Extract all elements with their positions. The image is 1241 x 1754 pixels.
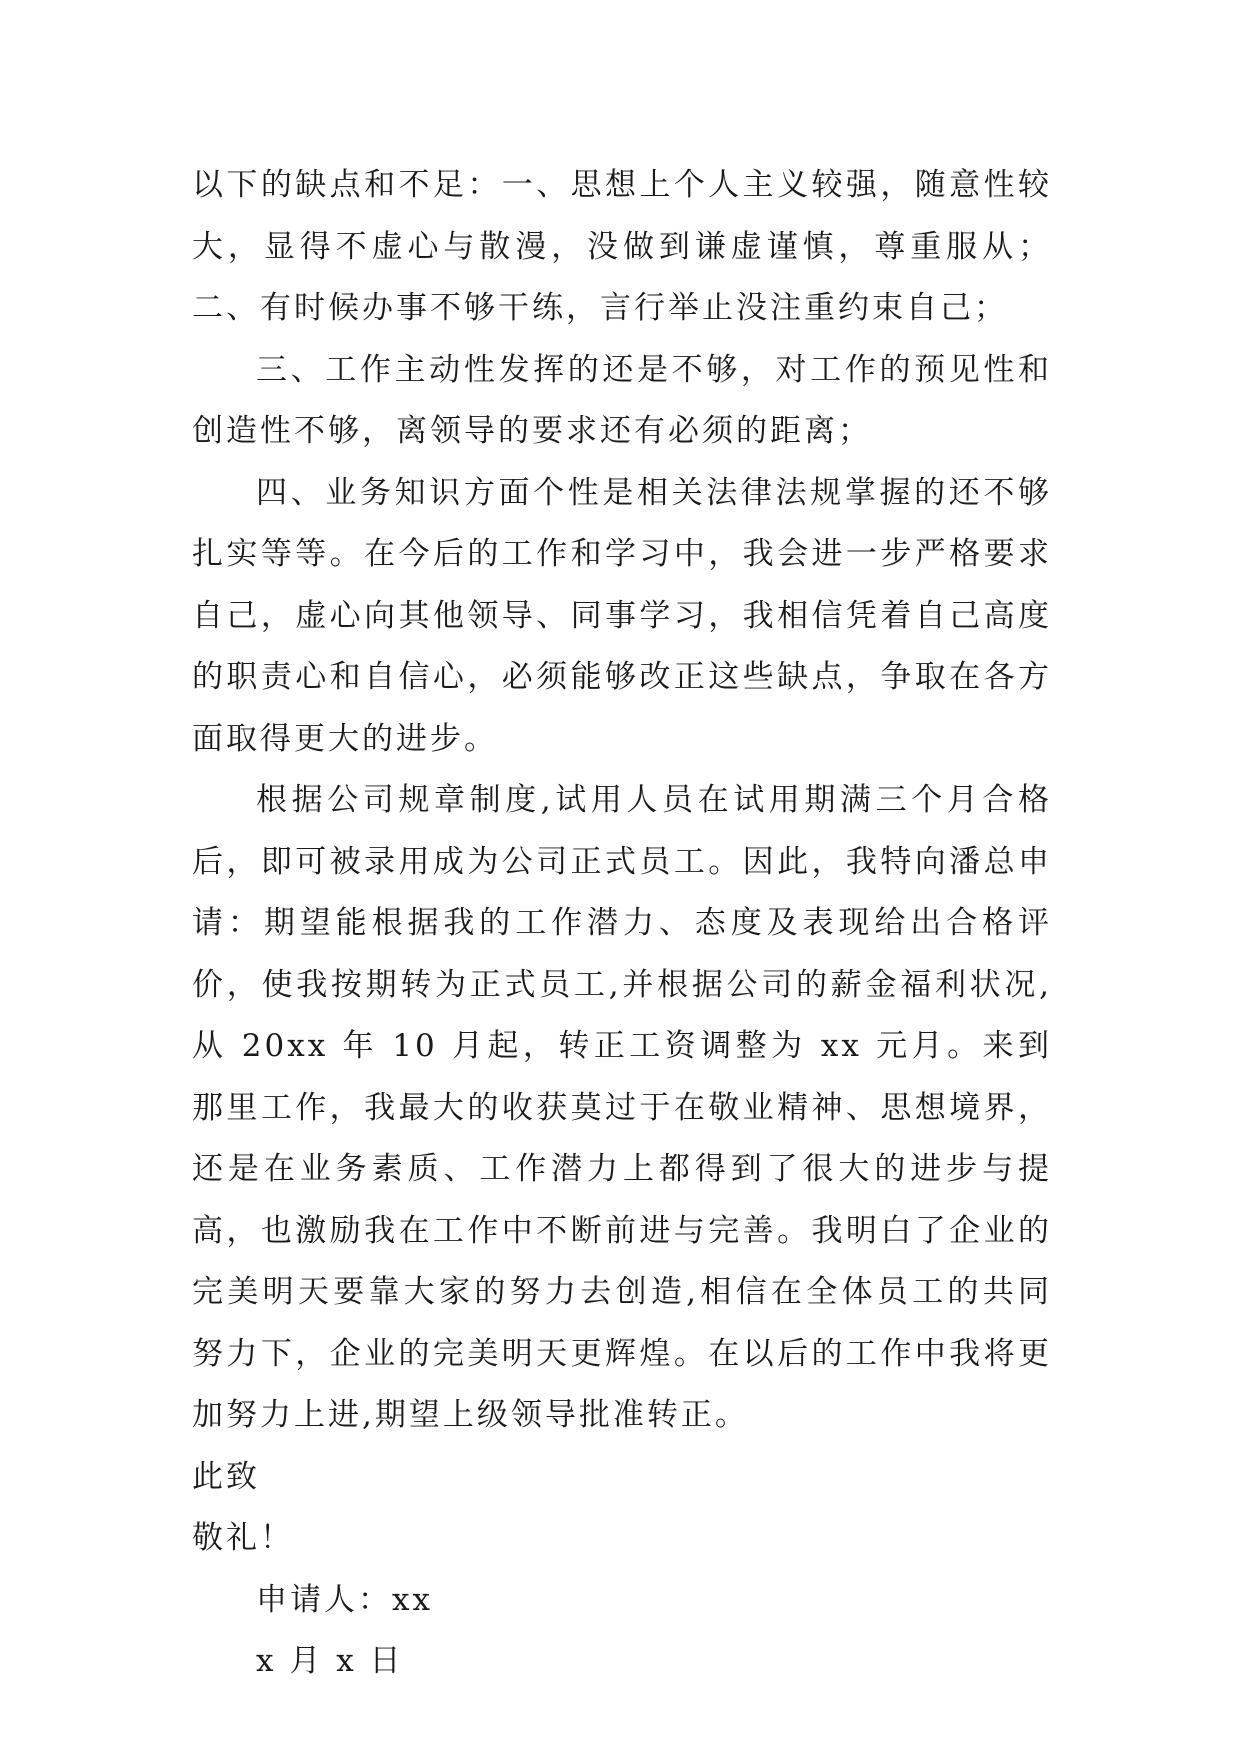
letter-body xyxy=(192,155,1052,1693)
paragraph-shortcomings: 以下的缺点和不足：一、思想上个人主义较强，随意性较大，显得不虚心与散漫，没做到谦虚谨慎，尊重服从；二、有时候办事不够干练，言行举止没注重约束自己； xyxy=(192,167,1052,326)
paragraph-knowledge: 四、业务知识方面个性是相关法律法规掌握的还不够扎实等等。在今后的工作和学习中，我会进一步严格要求自己，虚心向其他领导、同事学习，我相信凭着自己高度的职责心和自信心，必须能够改正这些缺点，争取在各方面取得更大的进步。 xyxy=(192,474,1052,757)
letter-date: x 月 x 日 xyxy=(256,1643,404,1679)
paragraph-initiative: 三、工作主动性发挥的还是不够，对工作的预见性和创造性不够，离领导的要求还有必须的距离； xyxy=(192,351,1052,449)
paragraph-application: 根据公司规章制度,试用人员在试用期满三个月合格后，即可被录用成为公司正式员工。因此，我特向潘总申请：期望能根据我的工作潜力、态度及表现给出合格评价，使我按期转为正式员工,并根据公司的薪金福利状况,从 20xx 年 10 月起，转正工资调整为 xx 元月。来到那里工作，我最大的收获莫过于在敬业精神、思想境界，还是在业务素质、工作潜力上都得到了很大的进步与提高，也激励我在工作中不断前进与完善。我明白了企业的完美明天要靠大家的努力去创造,相信在全体员工的共同努力下，企业的完美明天更辉煌。在以后的工作中我将更加努力上进,期望上级领导批准转正。 xyxy=(192,782,1052,1433)
applicant-signature: 申请人：xx xyxy=(256,1581,433,1618)
closing-salutation: 此致 xyxy=(192,1458,260,1495)
closing-regards: 敬礼！ xyxy=(192,1520,294,1556)
